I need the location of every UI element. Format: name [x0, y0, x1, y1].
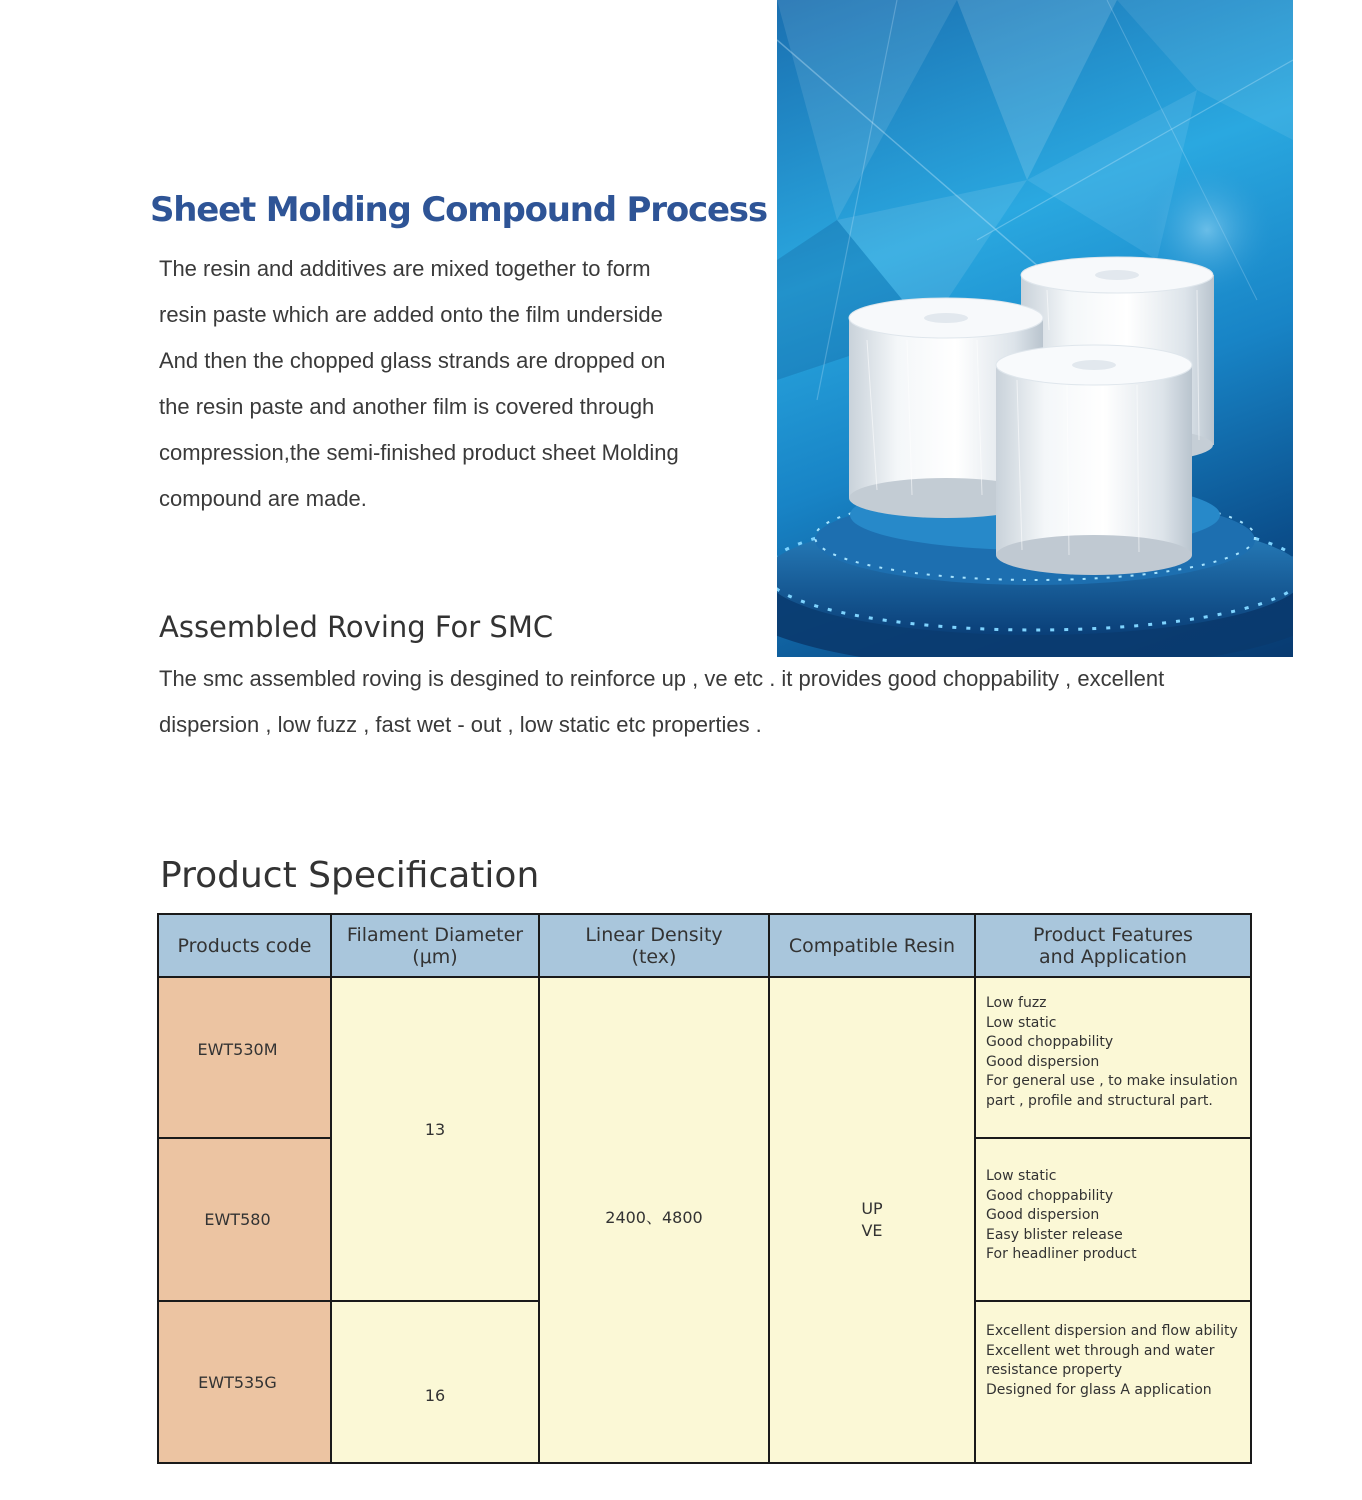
resin-value: UP [861, 1199, 883, 1218]
header-filament-diameter [330, 913, 540, 978]
feature-item: Good choppability [986, 1187, 1114, 1204]
header-product-features [974, 913, 1252, 978]
product-code: EWT580 [204, 1210, 271, 1229]
feature-item: Low static [986, 1168, 1057, 1184]
feature-item: Good dispersion [986, 1207, 1100, 1223]
product-code: EWT535G [198, 1372, 277, 1392]
filament-diameter-cell [330, 976, 540, 1302]
header-label: Compatible Resin [788, 934, 956, 957]
table-row-code [157, 1300, 332, 1464]
smc-line: the resin paste and another film is covered through [159, 394, 655, 419]
roving-description [159, 656, 1279, 748]
header-linear-density [538, 913, 770, 978]
linear-density-cell [538, 976, 770, 1464]
features-cell [974, 976, 1252, 1139]
spec-table [157, 913, 1252, 1464]
header-label: Product Features [1033, 923, 1193, 946]
header-compatible-resin [768, 913, 976, 978]
feature-item: For headliner product [986, 1246, 1137, 1262]
header-products-code [157, 913, 332, 978]
feature-item: Designed for glass A application [986, 1381, 1212, 1398]
feature-item: resistance property [986, 1362, 1123, 1378]
header-unit: (tex) [631, 945, 677, 968]
filament-diameter-cell [330, 1300, 540, 1464]
header-label: and Application [1039, 945, 1187, 968]
compatible-resin-cell [768, 976, 976, 1464]
feature-item: Low static [986, 1014, 1057, 1031]
smc-process-title: Sheet Molding Compound Process [150, 190, 767, 230]
feature-item: Good choppability [986, 1034, 1114, 1050]
smc-process-description [159, 246, 759, 522]
feature-item: Excellent wet through and water [986, 1342, 1215, 1359]
filament-value: 16 [424, 1385, 446, 1405]
density-value: 2400、4800 [605, 1207, 703, 1227]
table-row-code [157, 1137, 332, 1302]
smc-line: And then the chopped glass strands are dropped on [159, 348, 666, 373]
feature-item: part , profile and structural part. [986, 1092, 1213, 1109]
roving-title: Assembled Roving For SMC [159, 610, 554, 644]
header-label: Linear Density [585, 923, 723, 946]
features-cell [974, 1137, 1252, 1302]
header-unit: (μm) [412, 945, 458, 968]
feature-item: Low fuzz [986, 995, 1047, 1011]
header-label: Products code [177, 934, 312, 957]
roving-line: The smc assembled roving is desgined to reinforce up , ve etc . it provides good choppability , excellent [159, 666, 1165, 691]
feature-item: Good dispersion [986, 1053, 1100, 1070]
roving-line: dispersion , low fuzz , fast wet - out , low static etc properties . [159, 712, 762, 737]
roving-spools-image [777, 0, 1293, 657]
smc-line: resin paste which are added onto the film underside [159, 302, 663, 327]
feature-item: For general use , to make insulation [986, 1073, 1238, 1089]
smc-line: compression,the semi-finished product sheet Molding [159, 440, 679, 465]
table-row-code [157, 976, 332, 1139]
spec-title: Product Specification [160, 855, 540, 896]
header-label: Filament Diameter [346, 923, 524, 946]
resin-value: VE [861, 1221, 883, 1240]
features-cell [974, 1300, 1252, 1464]
product-code: EWT530M [197, 1040, 278, 1059]
smc-line: The resin and additives are mixed together to form [159, 256, 651, 281]
smc-line: compound are made. [159, 486, 367, 511]
filament-value: 13 [424, 1119, 446, 1139]
feature-item: Easy blister release [986, 1226, 1123, 1243]
feature-item: Excellent dispersion and flow ability [986, 1323, 1238, 1339]
